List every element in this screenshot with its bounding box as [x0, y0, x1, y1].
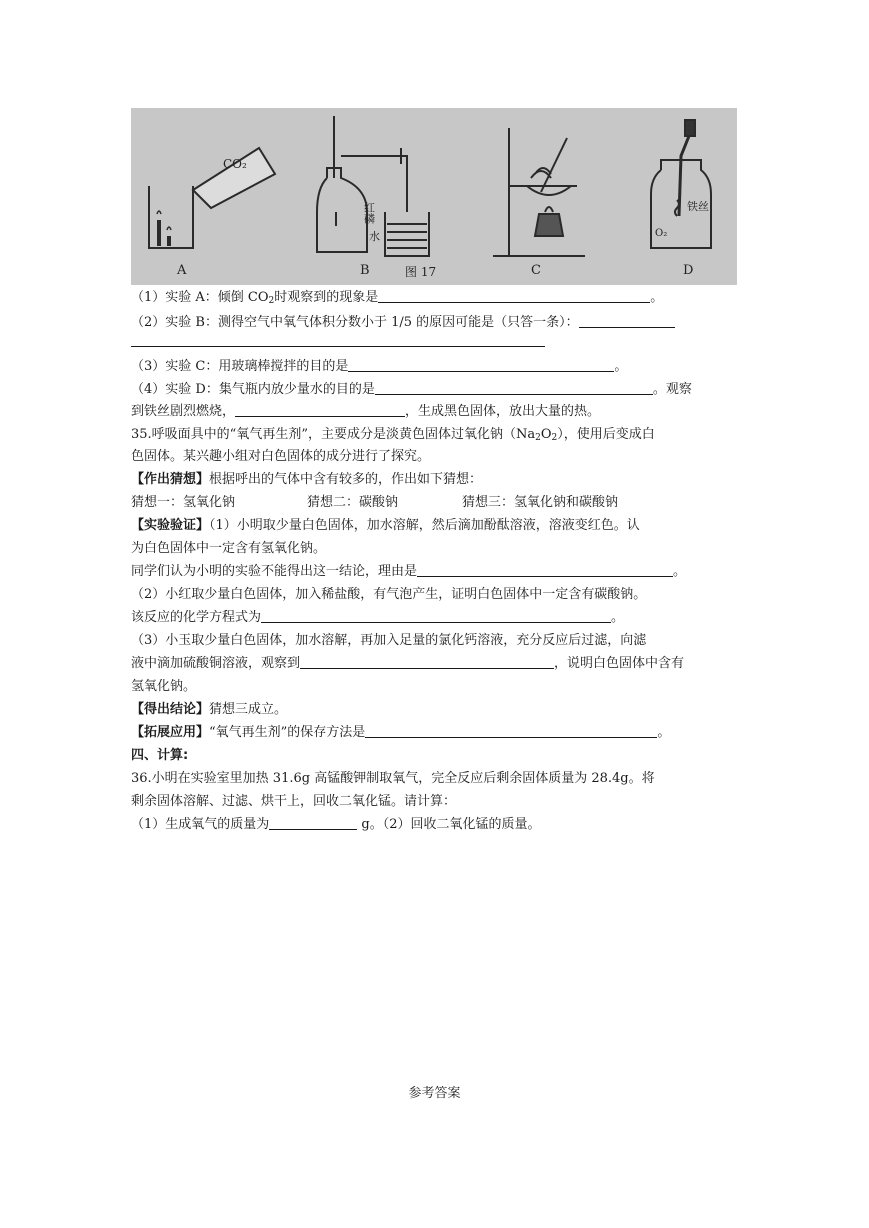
q36-text-continued: 剩余固体溶解、过滤、烘干上，回收二氧化锰。请计算：: [131, 794, 457, 809]
apparatus-diagram: [131, 108, 737, 285]
label-d: D: [683, 263, 694, 278]
answer-blank[interactable]: [348, 357, 614, 372]
q35-intro: 35.呼吸面具中的“氧气再生剂”，主要成分是淡黄色固体过氧化钠$(Na_2O_2)$，使用后变成白: [131, 427, 655, 443]
answer-blank[interactable]: [375, 380, 653, 395]
q35-extension: 【拓展应用】“氧气再生剂”的保存方法是 。: [131, 725, 671, 740]
q35-verify-1c: 同学们认为小明的实验不能得出这一结论，理由是 。: [131, 564, 687, 579]
red-phosphorus-label: 红磷: [362, 202, 376, 224]
experiment-figure: [131, 108, 737, 285]
answer-blank[interactable]: [300, 654, 554, 669]
q34-part1: （1）实验 A：倾倒 $CO_2$时观察到的现象是 。: [131, 290, 664, 306]
answer-blank[interactable]: [131, 332, 545, 347]
q36-text: 36.小明在实验室里加热 31.6g 高锰酸钾制取氧气，完全反应后剩余固体质量为 28.4g。将: [131, 771, 655, 786]
q35-guess: 【作出猜想】根据呼出的气体中含有较多的，作出如下猜想：: [131, 472, 483, 487]
section-4-title: 四、计算:: [131, 748, 189, 763]
q34-part2-continued: [131, 332, 545, 352]
q35-verify-2: （2）小红取少量白色固体，加入稀盐酸，有气泡产生，证明白色固体中一定含有碳酸钠。: [131, 587, 647, 602]
co2-label: CO₂: [223, 157, 247, 171]
q35-verify-3: （3）小玉取少量白色固体，加水溶解，再加入足量的氯化钙溶液，充分反应后过滤，向滤: [131, 633, 647, 648]
answer-blank[interactable]: [365, 723, 657, 738]
q35-verify-1: 【实验验证】（1）小明取少量白色固体，加水溶解，然后滴加酚酞溶液，溶液变红色。认: [131, 518, 640, 533]
q36-part1: （1）生成氧气的质量为 g。（2）回收二氧化锰的质量。: [131, 817, 541, 832]
q35-verify-3c: 氢氧化钠。: [131, 679, 197, 694]
reference-answer-heading: 参考答案: [408, 1086, 461, 1101]
q34-part4: （4）实验 D：集气瓶内放少量水的目的是 。观察: [131, 382, 692, 397]
q35-verify-3b: 液中滴加硫酸铜溶液，观察到 ，说明白色固体中含有: [131, 656, 685, 671]
q35-conclusion: 【得出结论】猜想三成立。: [131, 702, 288, 717]
o2-label: O₂: [655, 228, 668, 239]
answer-blank[interactable]: [579, 313, 675, 328]
q34-part4-continued: 到铁丝剧烈燃烧， ，生成黑色固体，放出大量的热。: [131, 404, 601, 419]
q35-verify-1b: 为白色固体中一定含有氢氧化钠。: [131, 541, 327, 556]
answer-blank[interactable]: [235, 402, 405, 417]
label-c: C: [531, 263, 541, 278]
q35-verify-2b: 该反应的化学方程式为 。: [131, 610, 625, 625]
q35-intro-continued: 色固体。某兴趣小组对白色固体的成分进行了探究。: [131, 449, 431, 464]
answer-blank[interactable]: [378, 288, 650, 303]
water-label: 水: [369, 230, 380, 243]
label-a: A: [177, 263, 187, 278]
q34-part2: （2）实验 B：测得空气中氧气体积分数小于 1/5 的原因可能是（只答一条）：: [131, 313, 675, 333]
figure-caption: 图 17: [405, 265, 437, 279]
q34-part3: （3）实验 C：用玻璃棒搅拌的目的是 。: [131, 359, 628, 374]
answer-blank[interactable]: [261, 608, 611, 623]
answer-blank[interactable]: [417, 562, 673, 577]
answer-blank[interactable]: [269, 815, 357, 830]
label-b: B: [360, 263, 370, 278]
iron-wire-label: 铁丝: [687, 200, 709, 213]
q35-guess-options: 猜想一：氢氧化钠 猜想二：碳酸钠 猜想三：氢氧化钠和碳酸钠: [131, 495, 619, 510]
